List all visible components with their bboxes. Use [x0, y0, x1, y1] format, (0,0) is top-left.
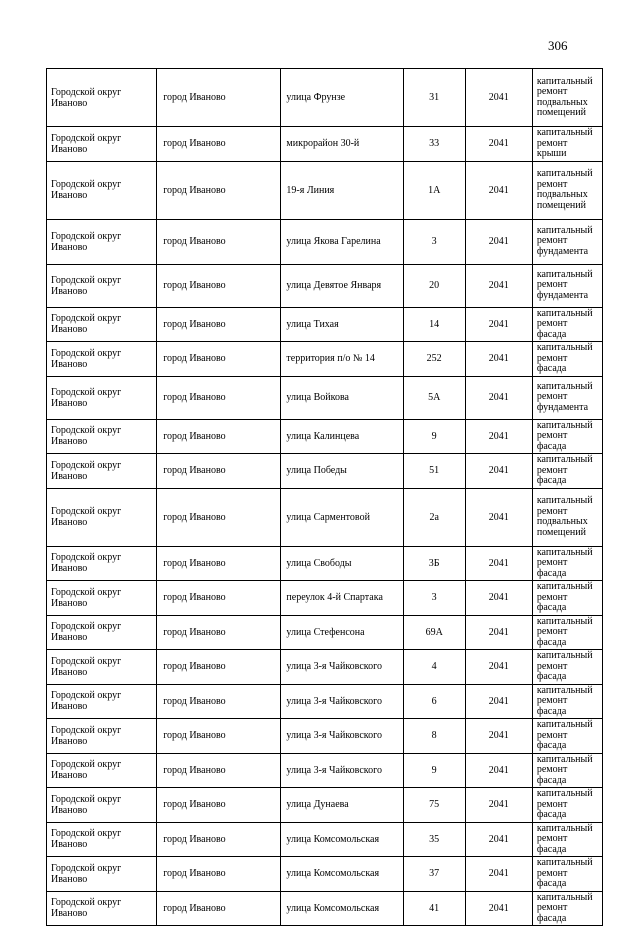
- street-cell: улица Якова Гарелина: [281, 219, 403, 264]
- okrug-cell: Городской округ Иваново: [47, 788, 157, 823]
- year-cell: 2041: [465, 546, 532, 581]
- okrug-cell: Городской округ Иваново: [47, 891, 157, 926]
- city-cell: город Иваново: [157, 546, 281, 581]
- house-number-cell: 3: [403, 219, 465, 264]
- street-cell: улица Комсомольская: [281, 822, 403, 857]
- year-cell: 2041: [465, 857, 532, 892]
- work-type-cell: капитальный ремонт подвальных помещений: [532, 488, 602, 546]
- year-cell: 2041: [465, 788, 532, 823]
- table-row: [47, 161, 603, 219]
- year-cell: 2041: [465, 342, 532, 377]
- okrug-cell: Городской округ Иваново: [47, 376, 157, 419]
- okrug-cell: Городской округ Иваново: [47, 69, 157, 127]
- year-cell: 2041: [465, 376, 532, 419]
- house-number-cell: 75: [403, 788, 465, 823]
- year-cell: 2041: [465, 69, 532, 127]
- okrug-cell: Городской округ Иваново: [47, 219, 157, 264]
- year-cell: 2041: [465, 419, 532, 454]
- work-type-cell: капитальный ремонт фасада: [532, 650, 602, 685]
- city-cell: город Иваново: [157, 615, 281, 650]
- table-row: [47, 788, 603, 823]
- street-cell: улица Сарментовой: [281, 488, 403, 546]
- table-row: [47, 419, 603, 454]
- city-cell: город Иваново: [157, 822, 281, 857]
- year-cell: 2041: [465, 219, 532, 264]
- okrug-cell: Городской округ Иваново: [47, 161, 157, 219]
- work-type-cell: капитальный ремонт фасада: [532, 822, 602, 857]
- city-cell: город Иваново: [157, 684, 281, 719]
- house-number-cell: 2а: [403, 488, 465, 546]
- table-row: [47, 454, 603, 489]
- street-cell: переулок 4-й Спартака: [281, 581, 403, 616]
- work-type-cell: капитальный ремонт подвальных помещений: [532, 161, 602, 219]
- city-cell: город Иваново: [157, 127, 281, 162]
- okrug-cell: Городской округ Иваново: [47, 719, 157, 754]
- city-cell: город Иваново: [157, 307, 281, 342]
- repair-table-body: [47, 69, 603, 926]
- okrug-cell: Городской округ Иваново: [47, 753, 157, 788]
- okrug-cell: Городской округ Иваново: [47, 342, 157, 377]
- house-number-cell: 8: [403, 719, 465, 754]
- year-cell: 2041: [465, 719, 532, 754]
- city-cell: город Иваново: [157, 650, 281, 685]
- year-cell: 2041: [465, 488, 532, 546]
- house-number-cell: 41: [403, 891, 465, 926]
- house-number-cell: 3Б: [403, 546, 465, 581]
- street-cell: улица Девятое Января: [281, 264, 403, 307]
- okrug-cell: Городской округ Иваново: [47, 581, 157, 616]
- city-cell: город Иваново: [157, 161, 281, 219]
- okrug-cell: Городской округ Иваново: [47, 454, 157, 489]
- work-type-cell: капитальный ремонт фасада: [532, 419, 602, 454]
- table-row: [47, 719, 603, 754]
- street-cell: улица Свободы: [281, 546, 403, 581]
- street-cell: улица Тихая: [281, 307, 403, 342]
- street-cell: 19-я Линия: [281, 161, 403, 219]
- table-row: [47, 822, 603, 857]
- house-number-cell: 37: [403, 857, 465, 892]
- table-row: [47, 264, 603, 307]
- street-cell: улица 3-я Чайковского: [281, 684, 403, 719]
- okrug-cell: Городской округ Иваново: [47, 615, 157, 650]
- city-cell: город Иваново: [157, 219, 281, 264]
- okrug-cell: Городской округ Иваново: [47, 127, 157, 162]
- work-type-cell: капитальный ремонт фасада: [532, 342, 602, 377]
- work-type-cell: капитальный ремонт фасада: [532, 307, 602, 342]
- city-cell: город Иваново: [157, 264, 281, 307]
- year-cell: 2041: [465, 454, 532, 489]
- work-type-cell: капитальный ремонт фундамента: [532, 264, 602, 307]
- okrug-cell: Городской округ Иваново: [47, 419, 157, 454]
- work-type-cell: капитальный ремонт фундамента: [532, 376, 602, 419]
- table-row: [47, 127, 603, 162]
- street-cell: улица Фрунзе: [281, 69, 403, 127]
- work-type-cell: капитальный ремонт фундамента: [532, 219, 602, 264]
- table-row: [47, 581, 603, 616]
- work-type-cell: капитальный ремонт фасада: [532, 684, 602, 719]
- city-cell: город Иваново: [157, 891, 281, 926]
- street-cell: улица 3-я Чайковского: [281, 719, 403, 754]
- table-row: [47, 857, 603, 892]
- year-cell: 2041: [465, 891, 532, 926]
- work-type-cell: капитальный ремонт фасада: [532, 891, 602, 926]
- house-number-cell: 33: [403, 127, 465, 162]
- work-type-cell: капитальный ремонт фасада: [532, 546, 602, 581]
- work-type-cell: капитальный ремонт фасада: [532, 615, 602, 650]
- okrug-cell: Городской округ Иваново: [47, 822, 157, 857]
- year-cell: 2041: [465, 650, 532, 685]
- street-cell: улица Комсомольская: [281, 891, 403, 926]
- house-number-cell: 9: [403, 753, 465, 788]
- street-cell: улица Дунаева: [281, 788, 403, 823]
- table-row: [47, 219, 603, 264]
- house-number-cell: 4: [403, 650, 465, 685]
- street-cell: улица Победы: [281, 454, 403, 489]
- table-row: [47, 307, 603, 342]
- house-number-cell: 14: [403, 307, 465, 342]
- work-type-cell: капитальный ремонт фасада: [532, 857, 602, 892]
- okrug-cell: Городской округ Иваново: [47, 857, 157, 892]
- city-cell: город Иваново: [157, 581, 281, 616]
- city-cell: город Иваново: [157, 788, 281, 823]
- city-cell: город Иваново: [157, 69, 281, 127]
- table-row: [47, 684, 603, 719]
- street-cell: улица Стефенсона: [281, 615, 403, 650]
- table-row: [47, 650, 603, 685]
- work-type-cell: капитальный ремонт фасада: [532, 788, 602, 823]
- house-number-cell: 1А: [403, 161, 465, 219]
- work-type-cell: капитальный ремонт подвальных помещений: [532, 69, 602, 127]
- city-cell: город Иваново: [157, 376, 281, 419]
- street-cell: микрорайон 30-й: [281, 127, 403, 162]
- work-type-cell: капитальный ремонт фасада: [532, 581, 602, 616]
- year-cell: 2041: [465, 615, 532, 650]
- table-row: [47, 615, 603, 650]
- okrug-cell: Городской округ Иваново: [47, 650, 157, 685]
- house-number-cell: 35: [403, 822, 465, 857]
- table-row: [47, 69, 603, 127]
- street-cell: территория п/о № 14: [281, 342, 403, 377]
- street-cell: улица Калинцева: [281, 419, 403, 454]
- table-row: [47, 891, 603, 926]
- city-cell: город Иваново: [157, 342, 281, 377]
- year-cell: 2041: [465, 822, 532, 857]
- street-cell: улица Комсомольская: [281, 857, 403, 892]
- house-number-cell: 252: [403, 342, 465, 377]
- repair-table: [46, 68, 603, 926]
- house-number-cell: 3: [403, 581, 465, 616]
- city-cell: город Иваново: [157, 488, 281, 546]
- city-cell: город Иваново: [157, 419, 281, 454]
- house-number-cell: 5А: [403, 376, 465, 419]
- year-cell: 2041: [465, 684, 532, 719]
- work-type-cell: капитальный ремонт фасада: [532, 454, 602, 489]
- table-row: [47, 342, 603, 377]
- okrug-cell: Городской округ Иваново: [47, 264, 157, 307]
- page-number: 306: [548, 38, 568, 53]
- year-cell: 2041: [465, 753, 532, 788]
- house-number-cell: 69А: [403, 615, 465, 650]
- work-type-cell: капитальный ремонт крыши: [532, 127, 602, 162]
- house-number-cell: 20: [403, 264, 465, 307]
- year-cell: 2041: [465, 264, 532, 307]
- table-row: [47, 376, 603, 419]
- table-row: [47, 488, 603, 546]
- okrug-cell: Городской округ Иваново: [47, 546, 157, 581]
- okrug-cell: Городской округ Иваново: [47, 307, 157, 342]
- house-number-cell: 9: [403, 419, 465, 454]
- work-type-cell: капитальный ремонт фасада: [532, 753, 602, 788]
- okrug-cell: Городской округ Иваново: [47, 684, 157, 719]
- year-cell: 2041: [465, 161, 532, 219]
- year-cell: 2041: [465, 581, 532, 616]
- city-cell: город Иваново: [157, 753, 281, 788]
- street-cell: улица Войкова: [281, 376, 403, 419]
- year-cell: 2041: [465, 127, 532, 162]
- street-cell: улица 3-я Чайковского: [281, 650, 403, 685]
- work-type-cell: капитальный ремонт фасада: [532, 719, 602, 754]
- okrug-cell: Городской округ Иваново: [47, 488, 157, 546]
- city-cell: город Иваново: [157, 857, 281, 892]
- year-cell: 2041: [465, 307, 532, 342]
- house-number-cell: 6: [403, 684, 465, 719]
- table-row: [47, 753, 603, 788]
- house-number-cell: 31: [403, 69, 465, 127]
- table-row: [47, 546, 603, 581]
- city-cell: город Иваново: [157, 719, 281, 754]
- city-cell: город Иваново: [157, 454, 281, 489]
- house-number-cell: 51: [403, 454, 465, 489]
- street-cell: улица 3-я Чайковского: [281, 753, 403, 788]
